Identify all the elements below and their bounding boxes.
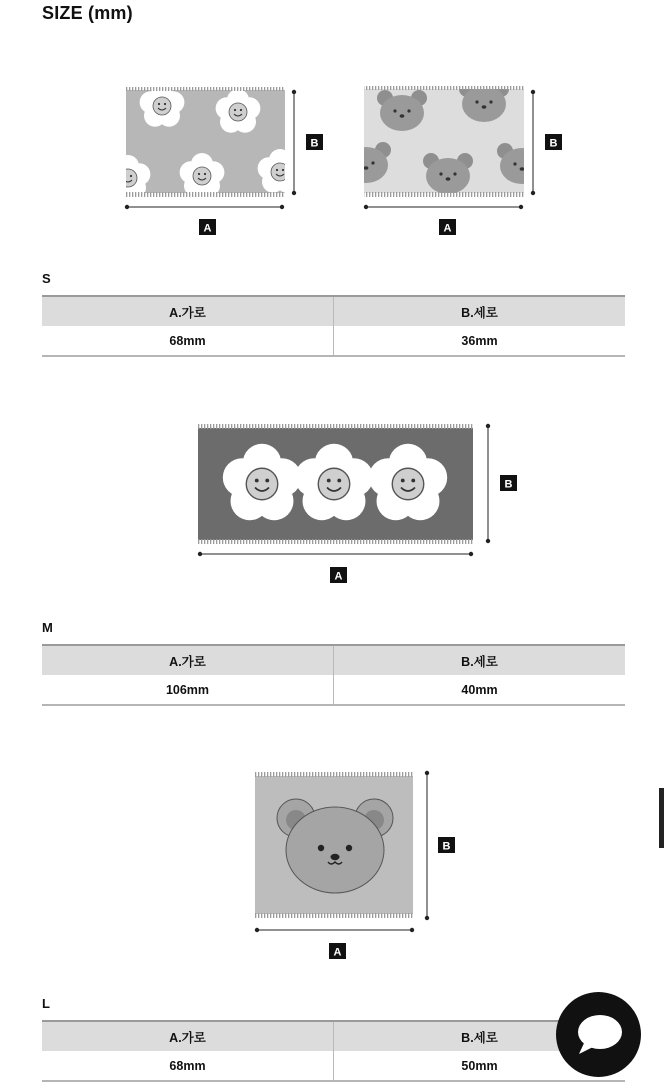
column-header-height: B.세로	[334, 1021, 626, 1051]
size-table-s	[42, 295, 625, 357]
size-table-m	[42, 644, 625, 706]
dimension-a-tag: A	[334, 570, 343, 583]
column-header-height: B.세로	[334, 645, 626, 675]
dimension-a-tag: A	[203, 222, 212, 235]
column-header-width: A.가로	[42, 296, 334, 326]
size-m-illustration	[0, 415, 664, 590]
size-table-l	[42, 1020, 625, 1082]
size-label-m: M	[42, 620, 53, 635]
dimension-b-tag: B	[310, 137, 319, 150]
daisy-pouch-graphic	[106, 83, 303, 199]
column-header-height: B.세로	[334, 296, 626, 326]
daisy-long-pouch-graphic	[198, 424, 473, 544]
column-header-width: A.가로	[42, 645, 334, 675]
height-value: 36mm	[334, 326, 626, 356]
dimension-a-tag: A	[333, 946, 342, 959]
size-label-l: L	[42, 996, 50, 1011]
height-value: 50mm	[334, 1051, 626, 1081]
width-value: 68mm	[42, 326, 334, 356]
dimension-b-tag: B	[442, 840, 451, 853]
table-row	[42, 675, 625, 705]
chat-button[interactable]	[556, 992, 641, 1077]
size-label-s: S	[42, 271, 51, 286]
size-l-illustration	[0, 765, 664, 965]
size-s-illustration	[0, 80, 664, 240]
page-title: SIZE (mm)	[42, 3, 133, 23]
dimension-b-tag: B	[504, 478, 513, 491]
dimension-a-tag: A	[443, 222, 452, 235]
width-value: 106mm	[42, 675, 334, 705]
height-value: 40mm	[334, 675, 626, 705]
column-header-width: A.가로	[42, 1021, 334, 1051]
bear-square-pouch-graphic	[255, 772, 413, 918]
bear-pouch-graphic	[341, 81, 547, 197]
chat-bubble-icon	[573, 1012, 625, 1058]
table-row	[42, 1051, 625, 1081]
table-row	[42, 326, 625, 356]
width-value: 68mm	[42, 1051, 334, 1081]
dimension-b-tag: B	[549, 137, 558, 150]
scroll-edge-indicator	[659, 788, 664, 848]
